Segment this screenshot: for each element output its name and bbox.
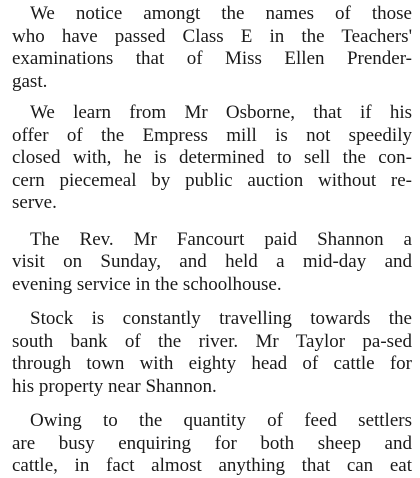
text-line: offer of the Empress mill is not speedily: [12, 124, 412, 146]
text-line: south bank of the river. Mr Taylor pa-sed: [12, 330, 412, 352]
text-line: cern piecemeal by public auction without re-: [12, 169, 412, 191]
text-line: cattle, in fact almost anything that can eat: [12, 455, 412, 476]
text-line: his property near Shannon.: [12, 375, 217, 397]
paragraph-stock-travelling: [12, 308, 412, 398]
paragraph-empress-mill: [12, 102, 412, 215]
text-line: closed with, he is determined to sell the con-: [12, 147, 412, 168]
text-line: who have passed Class E in the Teachers': [12, 25, 412, 47]
text-line: The Rev. Mr Fancourt paid Shannon a: [30, 228, 412, 250]
text-line: We notice amongt the names of those: [30, 3, 412, 24]
text-line: through town with eighty head of cattle for: [12, 353, 412, 374]
newspaper-column: [12, 3, 412, 478]
text-line: visit on Sunday, and held a mid-day and: [12, 251, 412, 272]
text-line: Stock is constantly travelling towards the: [30, 308, 412, 329]
text-line: are busy enquiring for both sheep and: [12, 432, 412, 454]
paragraph-feed-settlers: [12, 410, 412, 478]
paragraph-rev-fancourt: [12, 229, 412, 297]
text-line: examinations that of Miss Ellen Prender-: [12, 48, 412, 69]
text-line: Owing to the quantity of feed settlers: [30, 410, 412, 431]
text-line: gast.: [12, 70, 48, 92]
paragraph-class-e-notice: [12, 3, 412, 93]
text-line: serve.: [12, 192, 57, 213]
text-line: evening service in the schoolhouse.: [12, 273, 282, 295]
text-line: We learn from Mr Osborne, that if his: [30, 102, 412, 123]
